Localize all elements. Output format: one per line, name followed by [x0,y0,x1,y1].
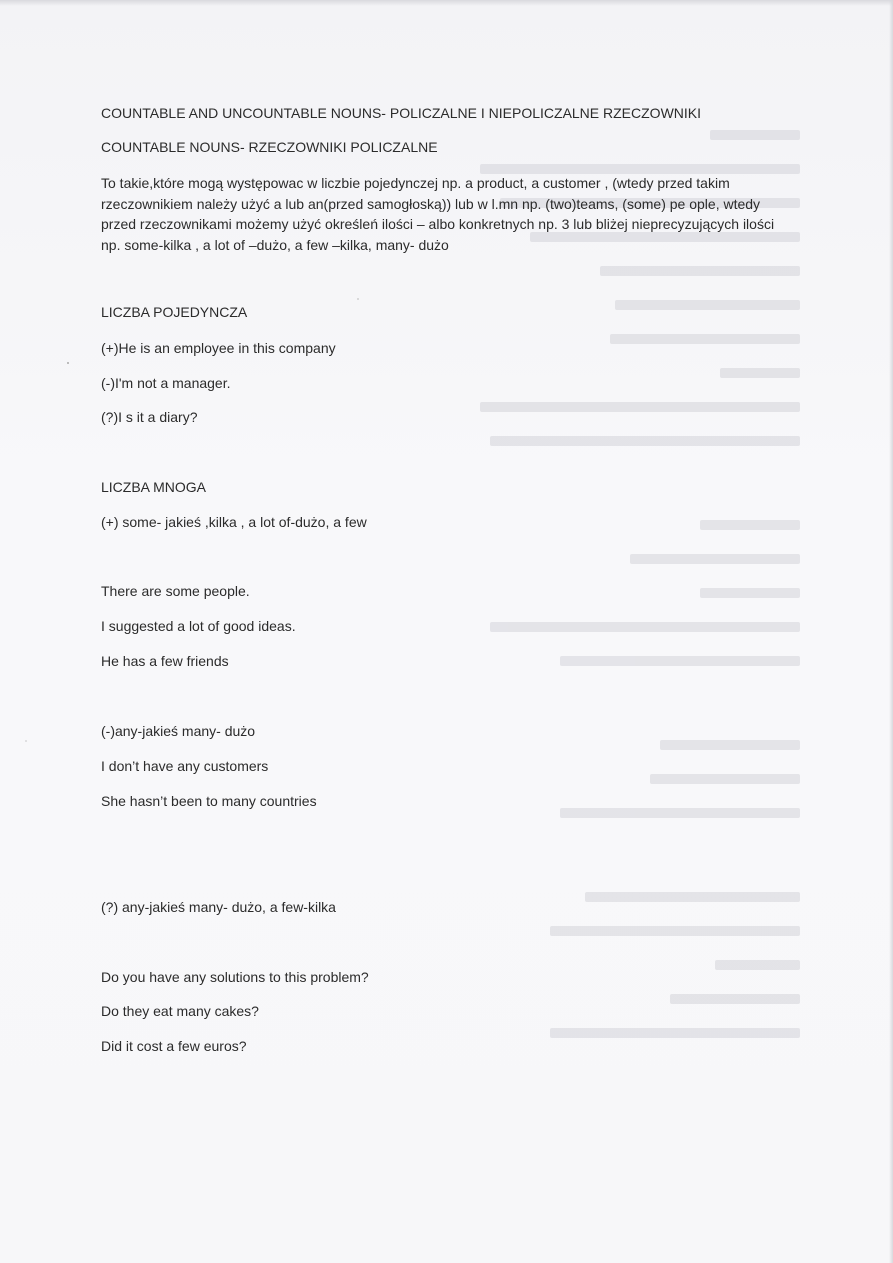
bleed-through-text [470,130,800,1062]
plural-positive-example: There are some people. [101,583,250,599]
plural-positive-example: I suggested a lot of good ideas. [101,618,296,634]
scan-speck [357,298,359,300]
page-right-edge [889,0,893,1263]
page-top-edge [0,0,893,6]
singular-heading: LICZBA POJEDYNCZA [101,304,248,320]
plural-positive-example: He has a few friends [101,653,229,669]
singular-example-negative: (-)I'm not a manager. [101,375,231,391]
plural-question-example: Do they eat many cakes? [101,1003,259,1019]
plural-positive-rule: (+) some- jakieś ,kilka , a lot of-dużo, a few [101,514,367,530]
intro-paragraph: To takie,które mogą występowac w liczbie pojedynczej np. a product, a customer , (wtedy przed takim rzeczownikiem należy użyć a lub an(przed samogłoską)) lub w l.mn np. (two)teams, (some) pe ople, wtedy przed rzeczownikami możemy użyć określeń ilości – albo konkretnych np. 3 lub bliżej nieprecyzujących ilości np. some-kilka , a lot of –dużo, a few –kilka, many- dużo [101,175,775,253]
plural-negative-example: I don’t have any customers [101,758,269,774]
document-title: COUNTABLE AND UNCOUNTABLE NOUNS- POLICZALNE I NIEPOLICZALNE RZECZOWNIKI [101,105,702,121]
scan-speck [25,740,27,742]
singular-example-question: (?)I s it a diary? [101,409,198,425]
singular-example-positive: (+)He is an employee in this company [101,340,336,356]
plural-question-rule: (?) any-jakieś many- dużo, a few-kilka [101,899,336,915]
plural-question-example: Do you have any solutions to this problem? [101,969,369,985]
plural-negative-example: She hasn’t been to many countries [101,793,317,809]
section-heading: COUNTABLE NOUNS- RZECZOWNIKI POLICZALNE [101,139,438,155]
plural-question-example: Did it cost a few euros? [101,1038,247,1054]
plural-heading: LICZBA MNOGA [101,479,207,495]
plural-negative-rule: (-)any-jakieś many- dużo [101,723,256,739]
scan-speck [67,362,69,364]
